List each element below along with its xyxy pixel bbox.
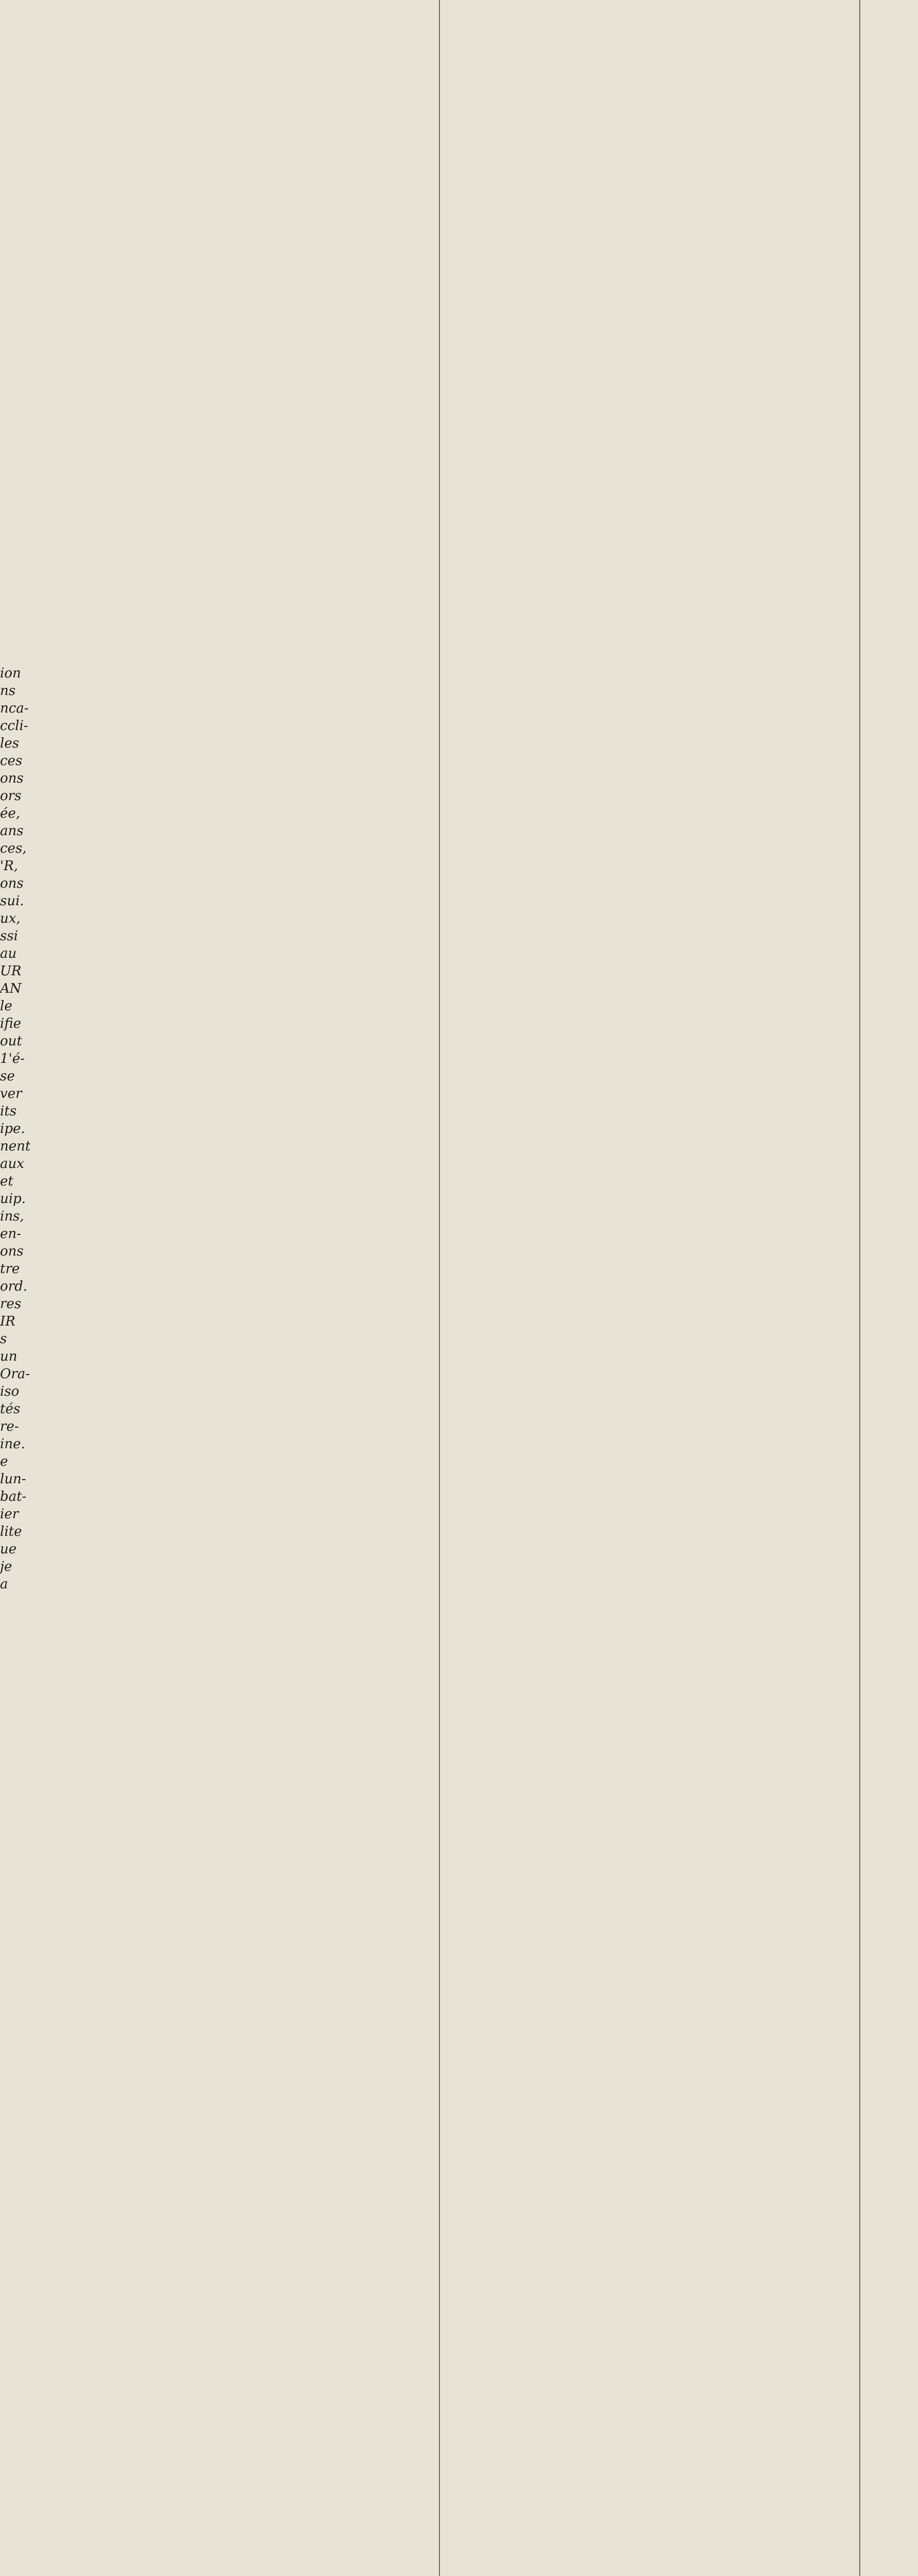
margin-fragment: tés bbox=[0, 1401, 21, 1417]
margin-fragment: ons bbox=[0, 771, 24, 786]
margin-fragment: bat- bbox=[0, 1489, 27, 1504]
margin-fragment: ion bbox=[0, 666, 21, 681]
margin-fragment: les bbox=[0, 736, 20, 751]
margin-fragment: lun- bbox=[0, 1471, 26, 1487]
margin-fragment: 'R, bbox=[0, 858, 18, 874]
margin-fragment: ccli- bbox=[0, 718, 28, 734]
margin-fragment: aux bbox=[0, 1156, 24, 1172]
margin-fragment: res bbox=[0, 1296, 22, 1312]
margin-fragment: en- bbox=[0, 1226, 21, 1242]
margin-fragment: lite bbox=[0, 1524, 22, 1539]
left-margin-fragments bbox=[0, 665, 31, 1593]
margin-fragment: ons bbox=[0, 1244, 24, 1259]
margin-fragment: uip. bbox=[0, 1191, 26, 1207]
margin-fragment: AN bbox=[0, 981, 22, 996]
margin-fragment: ux, bbox=[0, 911, 21, 926]
margin-fragment: a bbox=[0, 1577, 8, 1592]
margin-fragment: ifie bbox=[0, 1016, 22, 1031]
margin-fragment: tre bbox=[0, 1261, 20, 1277]
margin-fragment: ord. bbox=[0, 1279, 27, 1294]
margin-fragment: ver bbox=[0, 1086, 22, 1101]
margin-fragment: ipe. bbox=[0, 1121, 25, 1137]
margin-fragment: ine. bbox=[0, 1436, 25, 1452]
margin-fragment: out bbox=[0, 1033, 22, 1049]
margin-fragment: ns bbox=[0, 683, 16, 699]
margin-fragment: ier bbox=[0, 1506, 19, 1522]
margin-fragment: ors bbox=[0, 788, 22, 804]
margin-fragment: ée, bbox=[0, 806, 21, 821]
margin-fragment: au bbox=[0, 946, 17, 961]
margin-fragment: ons bbox=[0, 876, 24, 891]
margin-fragment: e bbox=[0, 1454, 8, 1469]
margin-fragment: ans bbox=[0, 823, 24, 839]
margin-fragment: le bbox=[0, 998, 12, 1014]
margin-fragment: s un bbox=[0, 1331, 18, 1364]
column-rule-2 bbox=[859, 0, 860, 2576]
margin-fragment: ins, bbox=[0, 1209, 24, 1224]
column-rule-1 bbox=[439, 0, 440, 2576]
margin-fragment: IR bbox=[0, 1314, 15, 1329]
margin-fragment: UR bbox=[0, 963, 22, 979]
margin-fragment: iso bbox=[0, 1384, 20, 1399]
margin-fragment: ssi bbox=[0, 928, 19, 944]
margin-fragment: ces, bbox=[0, 841, 27, 856]
margin-fragment: nent bbox=[0, 1139, 31, 1154]
margin-fragment: re- bbox=[0, 1419, 19, 1434]
margin-fragment: 1'é- bbox=[0, 1051, 25, 1066]
margin-fragment: Ora- bbox=[0, 1366, 30, 1382]
margin-fragment: ue bbox=[0, 1541, 17, 1557]
margin-fragment: nca- bbox=[0, 701, 29, 716]
margin-fragment: sui. bbox=[0, 893, 24, 909]
margin-fragment: its bbox=[0, 1104, 17, 1119]
margin-fragment: ces bbox=[0, 753, 23, 769]
margin-fragment: se bbox=[0, 1069, 15, 1084]
margin-fragment: je bbox=[0, 1559, 12, 1574]
margin-fragment: et bbox=[0, 1174, 13, 1189]
